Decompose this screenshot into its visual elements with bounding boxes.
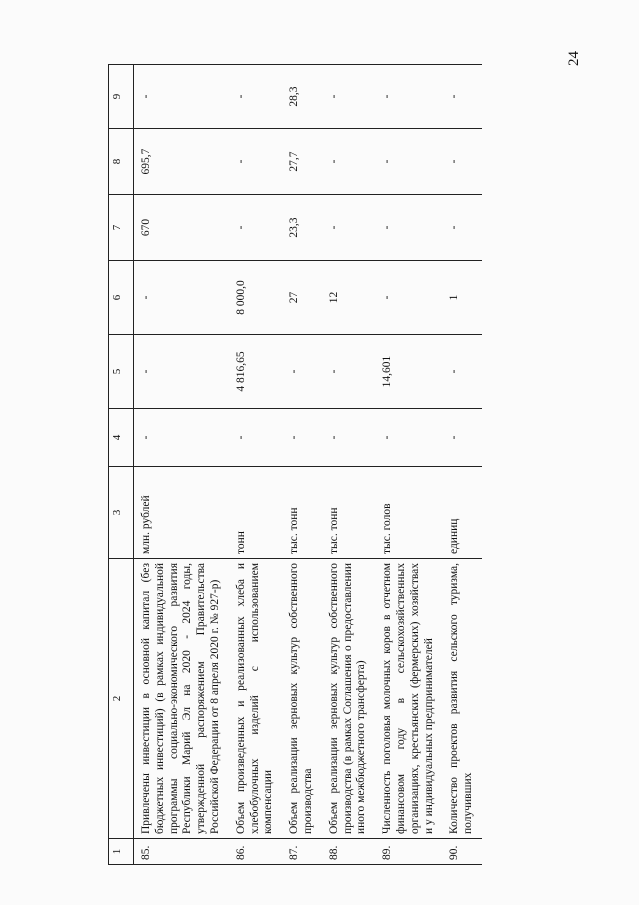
value-cell: - xyxy=(442,409,482,467)
indicator-name: Количество проектов развития сельского туризма, получивших xyxy=(442,559,482,839)
unit-cell: млн. рублей xyxy=(134,467,229,559)
row-number: 89. xyxy=(375,839,442,865)
column-header: 4 xyxy=(109,409,134,467)
indicator-name: Численность поголовья молочных коров в отчетном финансовом году в сельскохозяйственных организациях, крестьянских (фермерских) хозяйствах и у индивидуальных предпринимателей xyxy=(375,559,442,839)
unit-cell: тыс. голов xyxy=(375,467,442,559)
value-cell: 27,7 xyxy=(282,129,322,195)
column-header: 9 xyxy=(109,65,134,129)
value-cell: - xyxy=(282,335,322,409)
unit-cell: тыс. тонн xyxy=(322,467,375,559)
table-row xyxy=(375,65,442,865)
table-row xyxy=(134,65,229,865)
column-header: 1 xyxy=(109,839,134,865)
value-cell: 1 xyxy=(442,261,482,335)
page-number: 24 xyxy=(566,51,582,66)
column-header: 2 xyxy=(109,559,134,839)
column-header: 7 xyxy=(109,195,134,261)
value-cell: 695,7 xyxy=(134,129,229,195)
table-row xyxy=(322,65,375,865)
unit-cell: тонн xyxy=(229,467,282,559)
value-cell: - xyxy=(134,335,229,409)
value-cell: - xyxy=(282,409,322,467)
value-cell: - xyxy=(229,65,282,129)
unit-cell: единиц xyxy=(442,467,482,559)
indicator-name: Объем реализации зерновых культур собственного производства (в рамках Соглашения о предоставлении иного межбюджетного трансферта) xyxy=(322,559,375,839)
value-cell: - xyxy=(375,261,442,335)
rotated-table-wrapper xyxy=(108,65,628,865)
indicator-name: Объем произведенных и реализованных хлеба и хлебобулочных изделий с использованием компенсации xyxy=(229,559,282,839)
value-cell: 670 xyxy=(134,195,229,261)
value-cell: - xyxy=(442,65,482,129)
value-cell: 8 000,0 xyxy=(229,261,282,335)
row-number: 87. xyxy=(282,839,322,865)
value-cell: - xyxy=(442,335,482,409)
row-number: 85. xyxy=(134,839,229,865)
value-cell: - xyxy=(375,129,442,195)
value-cell: - xyxy=(375,65,442,129)
row-number: 86. xyxy=(229,839,282,865)
column-header: 5 xyxy=(109,335,134,409)
table-row xyxy=(229,65,282,865)
value-cell: - xyxy=(322,129,375,195)
value-cell: - xyxy=(442,129,482,195)
value-cell: - xyxy=(322,195,375,261)
value-cell: - xyxy=(375,409,442,467)
table-row xyxy=(442,65,482,865)
indicator-name: Привлечены инвестиции в основной капитал (без бюджетных инвестиций) (в рамках индивидуальной программы социально-экономического развития Республики Марий Эл на 2020 - 2024 годы, утвержденной распоряжением Правительства Российской Федерации от 8 апреля 2020 г. № 927-р) xyxy=(134,559,229,839)
value-cell: - xyxy=(322,335,375,409)
table-row xyxy=(282,65,322,865)
value-cell: - xyxy=(229,409,282,467)
header-row xyxy=(109,65,134,865)
column-header: 6 xyxy=(109,261,134,335)
row-number: 88. xyxy=(322,839,375,865)
value-cell: - xyxy=(134,261,229,335)
value-cell: 28,3 xyxy=(282,65,322,129)
indicator-name: Объем реализации зерновых культур собственного производства xyxy=(282,559,322,839)
value-cell: - xyxy=(229,129,282,195)
value-cell: 12 xyxy=(322,261,375,335)
value-cell: - xyxy=(134,65,229,129)
value-cell: 14,601 xyxy=(375,335,442,409)
column-header: 8 xyxy=(109,129,134,195)
value-cell: - xyxy=(134,409,229,467)
value-cell: - xyxy=(375,195,442,261)
indicators-table xyxy=(108,64,482,865)
value-cell: 23,3 xyxy=(282,195,322,261)
value-cell: - xyxy=(322,409,375,467)
value-cell: - xyxy=(229,195,282,261)
unit-cell: тыс. тонн xyxy=(282,467,322,559)
value-cell: - xyxy=(442,195,482,261)
row-number: 90. xyxy=(442,839,482,865)
value-cell: 4 816,65 xyxy=(229,335,282,409)
value-cell: 27 xyxy=(282,261,322,335)
value-cell: - xyxy=(322,65,375,129)
column-header: 3 xyxy=(109,467,134,559)
